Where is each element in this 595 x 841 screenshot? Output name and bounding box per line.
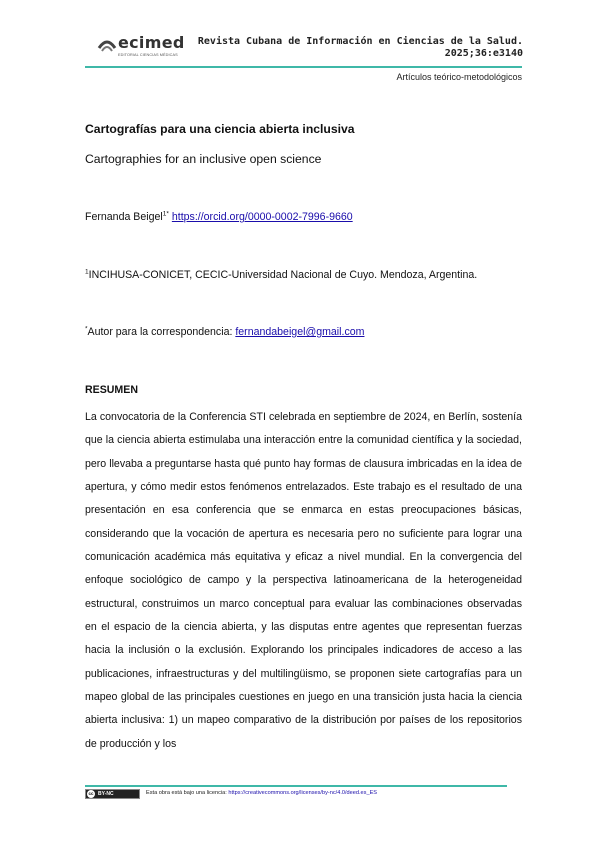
cc-license-badge[interactable] (85, 789, 140, 799)
affiliation-text: INCIHUSA-CONICET, CECIC-Universidad Nacional de Cuyo. Mendoza, Argentina. (88, 269, 478, 281)
author-line (85, 211, 353, 223)
abstract-body: La convocatoria de la Conferencia STI celebrada en septiembre de 2024, en Berlín, sostenía que la ciencia abierta estimulaba una interacción entre la comunidad científica y la sociedad, pero llevaba a preguntarse hasta qué punto hay formas de clausura imbricadas en la idea de apertura, y cómo medir estos fenómenos entrelazados. Este trabajo es el resultado de una presentación en esa conferencia que se enmarca en estas preocupaciones básicas, considerando que la vocación de apertura es necesaria pero no suficiente para lograr una comunicación académica más equitativa y eficaz a nivel mundial. En la convergencia del enfoque sociológico de campo y la perspectiva latinoamericana de la heterogeneidad estructural, construimos un marco conceptual para evaluar las combinaciones observadas en el espacio de la ciencia abierta, y las disputas entre agentes que representan fuerzas hacia la inclusión o la exclusión. Explorando los principales indicadores de acceso a las publicaciones, infraestructuras y del multilingüismo, se proponen siete cartografías para un mapeo global de las principales cuestiones en juego en una transición justa hacia la ciencia abierta inclusiva: 1) un mapeo comparativo de la distribución por países de los repositorios de producción y los (85, 411, 522, 750)
creative-commons-icon: cc (88, 791, 94, 796)
affiliation (85, 269, 477, 281)
journal-citation (198, 36, 523, 60)
cc-badge-label: BY-NC (98, 791, 114, 797)
ecimed-logo-mark-icon (96, 34, 118, 56)
logo-subtitle: EDITORIAL CIENCIAS MÉDICAS (118, 53, 178, 57)
correspondence-superscript: * (85, 325, 88, 333)
license-text: Esta obra está bajo una licencia: (146, 790, 229, 796)
journal-name: Revista Cubana de Información en Ciencias de la Salud. (197, 36, 523, 47)
correspondence-label: Autor para la correspondencia: (87, 326, 236, 338)
article-title-english: Cartographies for an inclusive open science (85, 152, 322, 166)
correspondence-email-link[interactable]: fernandabeigel@gmail.com (235, 326, 365, 338)
author-name: Fernanda Beigel (85, 211, 163, 223)
affiliation-superscript: 1 (85, 268, 89, 276)
ecimed-logo (96, 34, 186, 64)
orcid-link[interactable]: https://orcid.org/0000-0002-7996-9660 (171, 211, 353, 223)
header-divider (85, 66, 522, 68)
footer-divider (85, 785, 507, 787)
article-title-spanish: Cartografías para una ciencia abierta inclusiva (85, 122, 355, 136)
license-notice (146, 790, 377, 796)
abstract-heading: RESUMEN (85, 384, 138, 396)
license-link[interactable]: https://creativecommons.org/licenses/by-nc/4.0/deed.es_ES (228, 790, 378, 796)
logo-name: ecimed (118, 33, 185, 52)
section-label: Artículos teórico-metodológicos (396, 72, 522, 82)
author-superscript: 1* (162, 210, 169, 218)
journal-volume: 2025;36:e3140 (444, 48, 523, 59)
correspondence (85, 326, 364, 338)
